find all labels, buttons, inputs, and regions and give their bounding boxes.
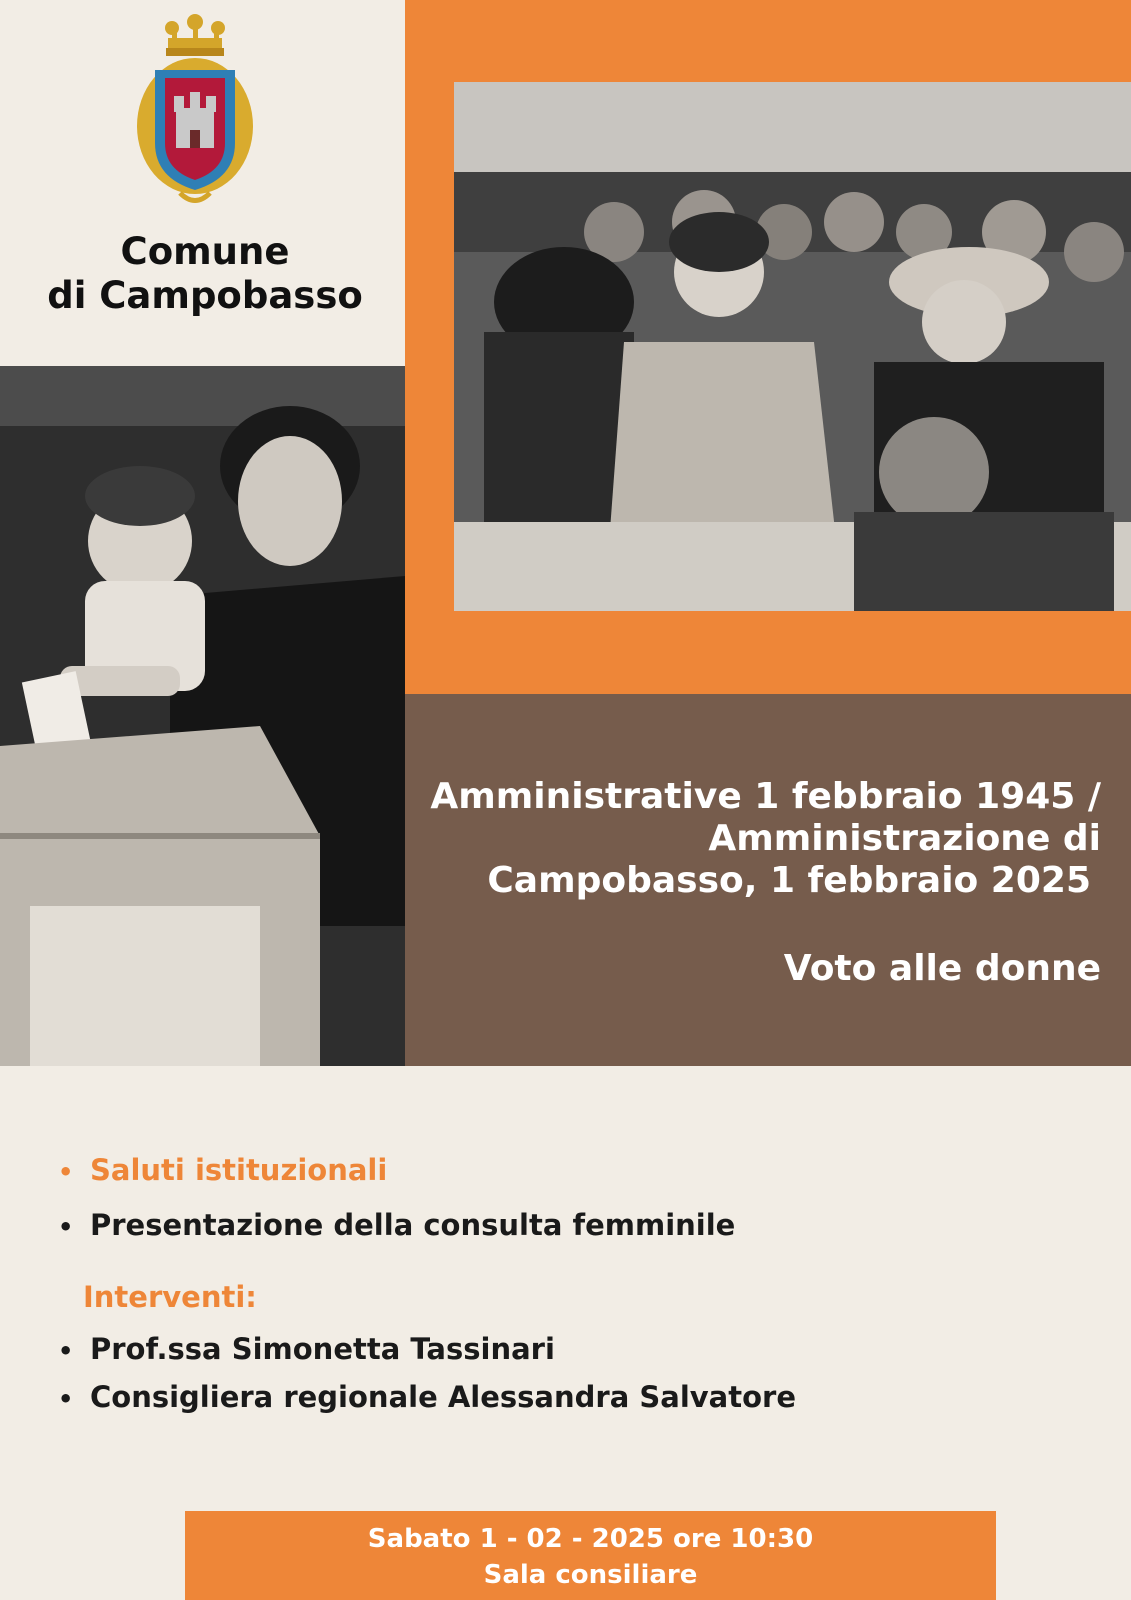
bullet-icon: • [58, 1158, 74, 1186]
program-item-label: Presentazione della consulta femminile [90, 1208, 736, 1242]
program-item-label: Saluti istituzionali [90, 1153, 388, 1187]
bullet-icon: • [58, 1213, 74, 1241]
speaker-name: Prof.ssa Simonetta Tassinari [90, 1332, 555, 1366]
event-title [401, 776, 1101, 902]
historic-photo-woman-voting [0, 366, 405, 1066]
event-subtitle: Voto alle donne [783, 948, 1101, 989]
org-name-line1: Comune [120, 230, 290, 273]
event-title-line3: Campobasso, 1 febbraio 2025 [487, 860, 1091, 901]
interventi-heading: Interventi: [83, 1280, 257, 1314]
event-info-box [185, 1511, 996, 1600]
speaker-item [58, 1332, 555, 1366]
speaker-item [58, 1380, 796, 1414]
org-name [0, 230, 410, 318]
event-date-time: Sabato 1 - 02 - 2025 ore 10:30 [367, 1524, 814, 1554]
bullet-icon: • [58, 1337, 74, 1365]
speaker-name: Consigliera regionale Alessandra Salvatore [90, 1380, 796, 1414]
bullet-icon: • [58, 1385, 74, 1413]
campobasso-crest-icon [130, 8, 260, 213]
program-item-saluti [58, 1153, 387, 1187]
event-title-line1: Amministrative 1 febbraio 1945 / [430, 776, 1101, 817]
program-item-presentazione [58, 1208, 735, 1242]
event-venue: Sala consiliare [483, 1560, 698, 1590]
historic-photo-women-at-polls [454, 82, 1131, 611]
event-title-line2: Amministrazione di [708, 818, 1101, 859]
org-name-line2: di Campobasso [47, 274, 363, 317]
